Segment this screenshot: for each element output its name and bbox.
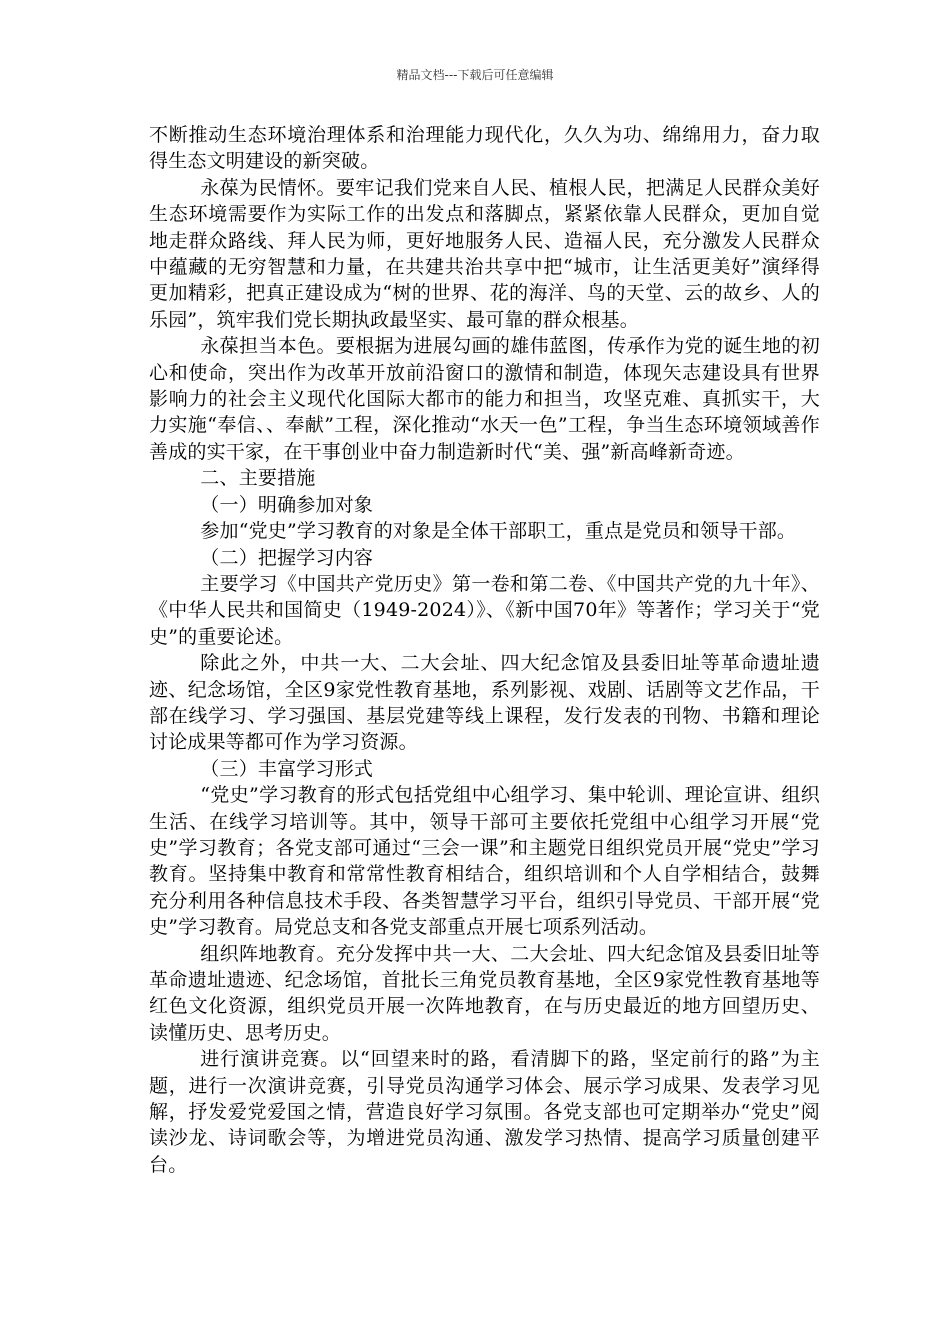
paragraph: 主要学习《中国共产党历史》第一卷和第二卷、《中国共产党的九十年》、《中华人民共和国简史（1949-2024）》、《新中国70年》等著作；学习关于“党史”的重要论述。 [149, 572, 820, 648]
paragraph: 除此之外，中共一大、二大会址、四大纪念馆及县委旧址等革命遗址遗迹、纪念场馆，全区9家党性教育基地，系列影视、戏剧、话剧等文艺作品，干部在线学习、学习强国、基层党建等线上课程，发行发表的刊物、书籍和理论讨论成果等都可作为学习资源。 [149, 652, 820, 754]
paragraph: 参加“党史”学习教育的对象是全体干部职工，重点是党员和领导干部。 [200, 520, 797, 543]
subsection-heading: （一）明确参加对象 [200, 493, 374, 516]
document-body [149, 122, 820, 1178]
paragraph: 组织阵地教育。充分发挥中共一大、二大会址、四大纪念馆及县委旧址等革命遗址遗迹、纪念场馆，首批长三角党员教育基地，全区9家党性教育基地等红色文化资源，组织党员开展一次阵地教育，在与历史最近的地方回望历史、读懂历史、思考历史。 [149, 942, 820, 1044]
paragraph: 永葆担当本色。要根据为进展勾画的雄伟蓝图，传承作为党的诞生地的初心和使命，突出作为改革开放前沿窗口的激情和制造，体现矢志建设具有世界影响力的社会主义现代化国际大都市的能力和担当，攻坚克难、真抓实干，大力实施“奉信、、奉献”工程，深化推动“水天一色”工程，争当生态环境领域善作善成的实干家，在干事创业中奋力制造新时代“美、强”新高峰新奇迹。 [149, 335, 820, 463]
paragraph: “党史”学习教育的形式包括党组中心组学习、集中轮训、理论宣讲、组织生活、在线学习培训等。其中，领导干部可主要依托党组中心组学习开展“党史”学习教育；各党支部可通过“三会一课”和主题党日组织党员开展“党史”学习教育。坚持集中教育和常常性教育相结合，组织培训和个人自学相结合，鼓舞充分利用各种信息技术手段、各类智慧学习平台，组织引导党员、干部开展“党史”学习教育。局党总支和各党支部重点开展七项系列活动。 [149, 784, 820, 939]
paragraph: 不断推动生态环境治理体系和治理能力现代化，久久为功、绵绵用力，奋力取得生态文明建设的新突破。 [149, 124, 820, 173]
section-heading: 二、主要措施 [200, 467, 316, 490]
paragraph: 永葆为民情怀。要牢记我们党来自人民、植根人民，把满足人民群众美好生态环境需要作为实际工作的出发点和落脚点，紧紧依靠人民群众，更加自觉地走群众路线、拜人民为师，更好地服务人民、造福人民，充分激发人民群众中蕴藏的无穷智慧和力量，在共建共治共享中把“城市，让生活更美好”演绎得更加精彩，把真正建设成为“树的世界、花的海洋、鸟的天堂、云的故乡、人的乐园”，筑牢我们党长期执政最坚实、最可靠的群众根基。 [149, 176, 820, 331]
page-header: 精品文档---下载后可任意编辑 [396, 68, 554, 82]
subsection-heading: （三）丰富学习形式 [200, 757, 374, 780]
subsection-heading: （二）把握学习内容 [200, 546, 374, 569]
paragraph: 进行演讲竞赛。以“回望来时的路，看清脚下的路，坚定前行的路”为主题，进行一次演讲竞赛，引导党员沟通学习体会、展示学习成果、发表学习见解，抒发爱党爱国之情，营造良好学习氛围。各党支部也可定期举办“党史”阅读沙龙、诗词歌会等，为增进党员沟通、激发学习热情、提高学习质量创建平台。 [149, 1048, 820, 1176]
